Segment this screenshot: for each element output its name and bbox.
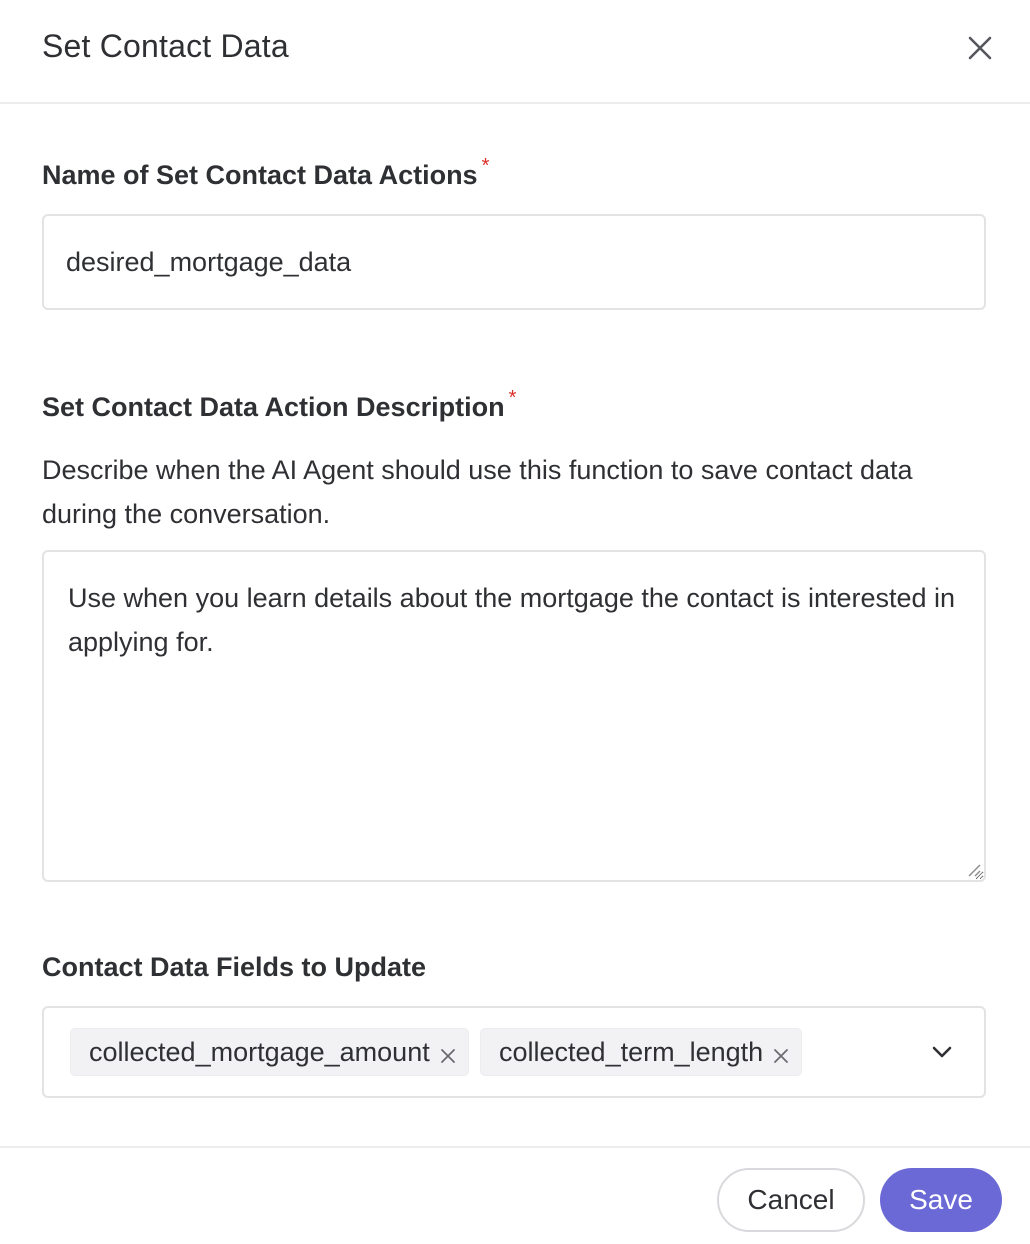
close-icon	[438, 1046, 458, 1066]
close-icon	[962, 30, 998, 66]
action-name-input[interactable]	[42, 214, 986, 310]
close-button[interactable]	[962, 30, 998, 66]
chip-label: collected_term_length	[499, 1036, 764, 1067]
selected-field-chip	[70, 1028, 469, 1076]
chip-label: collected_mortgage_amount	[89, 1036, 430, 1067]
chevron-down-icon[interactable]	[930, 1042, 954, 1062]
close-icon	[771, 1046, 791, 1066]
contact-fields-multiselect[interactable]	[42, 1006, 986, 1098]
dialog-title: Set Contact Data	[42, 28, 289, 64]
required-marker: *	[508, 387, 517, 409]
chip-remove-button[interactable]	[771, 1042, 791, 1062]
chip-remove-button[interactable]	[438, 1042, 458, 1062]
name-field-label-text: Name of Set Contact Data Actions	[42, 160, 478, 190]
name-field-label	[42, 155, 490, 191]
cancel-button[interactable]: Cancel	[717, 1168, 865, 1232]
description-field-label	[42, 387, 517, 423]
fields-select-label: Contact Data Fields to Update	[42, 952, 427, 982]
selected-field-chip	[480, 1028, 802, 1076]
dialog-header	[0, 0, 1030, 104]
description-help-text: Describe when the AI Agent should use this function to save contact data during the conversation.	[42, 455, 913, 529]
save-button[interactable]: Save	[880, 1168, 1002, 1232]
description-field-label-text: Set Contact Data Action Description	[42, 392, 505, 422]
footer-divider	[0, 1146, 1030, 1148]
required-marker: *	[481, 155, 490, 177]
action-description-textarea[interactable]	[42, 550, 986, 882]
